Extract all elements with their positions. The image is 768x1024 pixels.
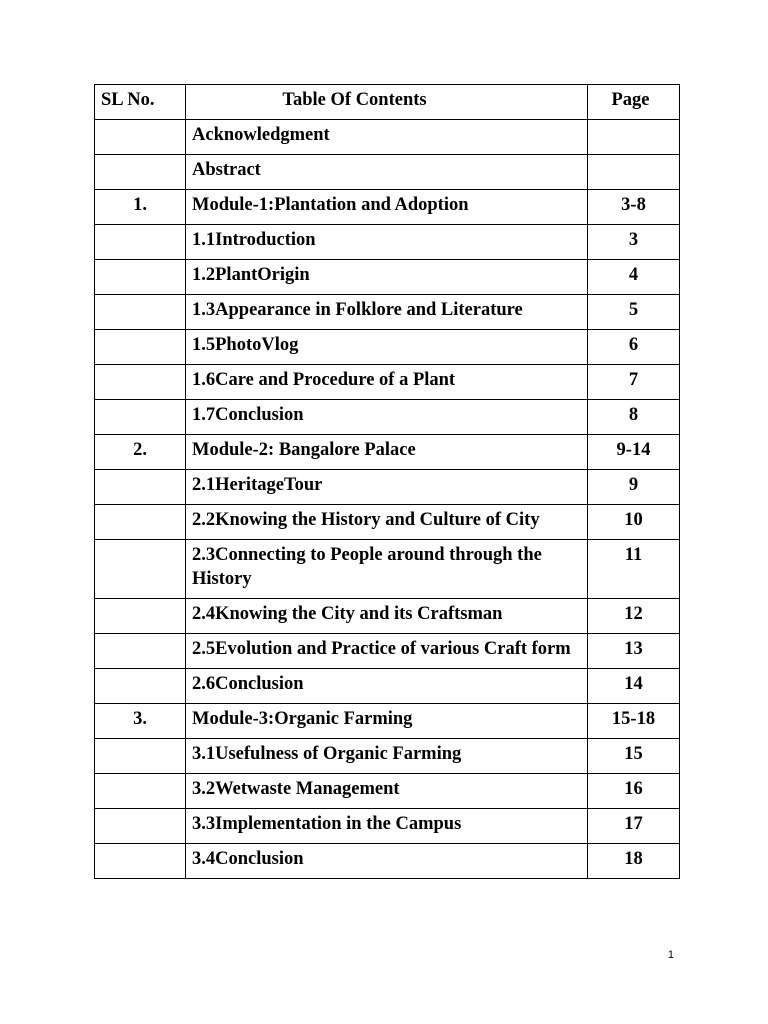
header-page: Page xyxy=(588,85,680,120)
sl-no-cell xyxy=(95,540,186,599)
header-sl-no: SL No. xyxy=(95,85,186,120)
table-row xyxy=(95,739,680,774)
contents-title-cell: Module-2: Bangalore Palace xyxy=(186,435,588,470)
sl-no-cell xyxy=(95,774,186,809)
page-cell: 9-14 xyxy=(588,435,680,470)
page-cell: 16 xyxy=(588,774,680,809)
page-number: 1 xyxy=(667,949,674,961)
table-row xyxy=(95,599,680,634)
table-row xyxy=(95,225,680,260)
table-row xyxy=(95,505,680,540)
contents-title-cell: 3.3Implementation in the Campus xyxy=(186,809,588,844)
sl-no-cell xyxy=(95,669,186,704)
page-cell: 13 xyxy=(588,634,680,669)
contents-title-cell: 1.2PlantOrigin xyxy=(186,260,588,295)
table-row xyxy=(95,260,680,295)
page-cell: 3-8 xyxy=(588,190,680,225)
sl-no-cell xyxy=(95,155,186,190)
page-cell: 5 xyxy=(588,295,680,330)
table-body xyxy=(95,120,680,879)
contents-title-cell: Module-1:Plantation and Adoption xyxy=(186,190,588,225)
page-cell xyxy=(588,155,680,190)
table-row xyxy=(95,365,680,400)
page-cell: 17 xyxy=(588,809,680,844)
table-row xyxy=(95,330,680,365)
table-row xyxy=(95,540,680,599)
sl-no-cell xyxy=(95,505,186,540)
sl-no-cell xyxy=(95,120,186,155)
contents-title-cell: 2.5Evolution and Practice of various Craft form xyxy=(186,634,588,669)
contents-title-cell: 2.1HeritageTour xyxy=(186,470,588,505)
page-cell: 9 xyxy=(588,470,680,505)
contents-title-cell: Abstract xyxy=(186,155,588,190)
contents-title-cell: 3.4Conclusion xyxy=(186,844,588,879)
contents-title-cell: 3.2Wetwaste Management xyxy=(186,774,588,809)
table-row xyxy=(95,704,680,739)
table-row xyxy=(95,155,680,190)
page-cell: 8 xyxy=(588,400,680,435)
sl-no-cell xyxy=(95,365,186,400)
table-row xyxy=(95,470,680,505)
page-cell: 7 xyxy=(588,365,680,400)
page-cell: 10 xyxy=(588,505,680,540)
contents-title-cell: 2.4Knowing the City and its Craftsman xyxy=(186,599,588,634)
sl-no-cell: 2. xyxy=(95,435,186,470)
page-cell: 11 xyxy=(588,540,680,599)
contents-title-cell: 2.3Connecting to People around through the History xyxy=(186,540,588,599)
contents-title-cell: 1.6Care and Procedure of a Plant xyxy=(186,365,588,400)
table-row xyxy=(95,634,680,669)
page-cell: 14 xyxy=(588,669,680,704)
table-row xyxy=(95,669,680,704)
sl-no-cell xyxy=(95,330,186,365)
contents-title-cell: Acknowledgment xyxy=(186,120,588,155)
sl-no-cell xyxy=(95,225,186,260)
sl-no-cell xyxy=(95,470,186,505)
page-cell: 15 xyxy=(588,739,680,774)
sl-no-cell xyxy=(95,739,186,774)
sl-no-cell xyxy=(95,634,186,669)
table-row xyxy=(95,190,680,225)
table-of-contents xyxy=(94,84,680,879)
page-cell xyxy=(588,120,680,155)
table-row xyxy=(95,809,680,844)
contents-title-cell: 1.1Introduction xyxy=(186,225,588,260)
sl-no-cell: 1. xyxy=(95,190,186,225)
contents-title-cell: 1.7Conclusion xyxy=(186,400,588,435)
page-cell: 3 xyxy=(588,225,680,260)
table-row xyxy=(95,400,680,435)
contents-title-cell: 2.6Conclusion xyxy=(186,669,588,704)
page-cell: 15-18 xyxy=(588,704,680,739)
table-row xyxy=(95,295,680,330)
page-cell: 6 xyxy=(588,330,680,365)
page-cell: 4 xyxy=(588,260,680,295)
header-row xyxy=(95,85,680,120)
sl-no-cell: 3. xyxy=(95,704,186,739)
sl-no-cell xyxy=(95,844,186,879)
header-table-of-contents: Table Of Contents xyxy=(186,85,588,120)
table-row xyxy=(95,774,680,809)
table-row xyxy=(95,120,680,155)
sl-no-cell xyxy=(95,260,186,295)
contents-title-cell: Module-3:Organic Farming xyxy=(186,704,588,739)
contents-title-cell: 1.5PhotoVlog xyxy=(186,330,588,365)
contents-title-cell: 2.2Knowing the History and Culture of City xyxy=(186,505,588,540)
sl-no-cell xyxy=(95,400,186,435)
contents-title-cell: 1.3Appearance in Folklore and Literature xyxy=(186,295,588,330)
page-cell: 18 xyxy=(588,844,680,879)
sl-no-cell xyxy=(95,809,186,844)
table-row xyxy=(95,844,680,879)
sl-no-cell xyxy=(95,295,186,330)
sl-no-cell xyxy=(95,599,186,634)
table-row xyxy=(95,435,680,470)
page-cell: 12 xyxy=(588,599,680,634)
contents-title-cell: 3.1Usefulness of Organic Farming xyxy=(186,739,588,774)
